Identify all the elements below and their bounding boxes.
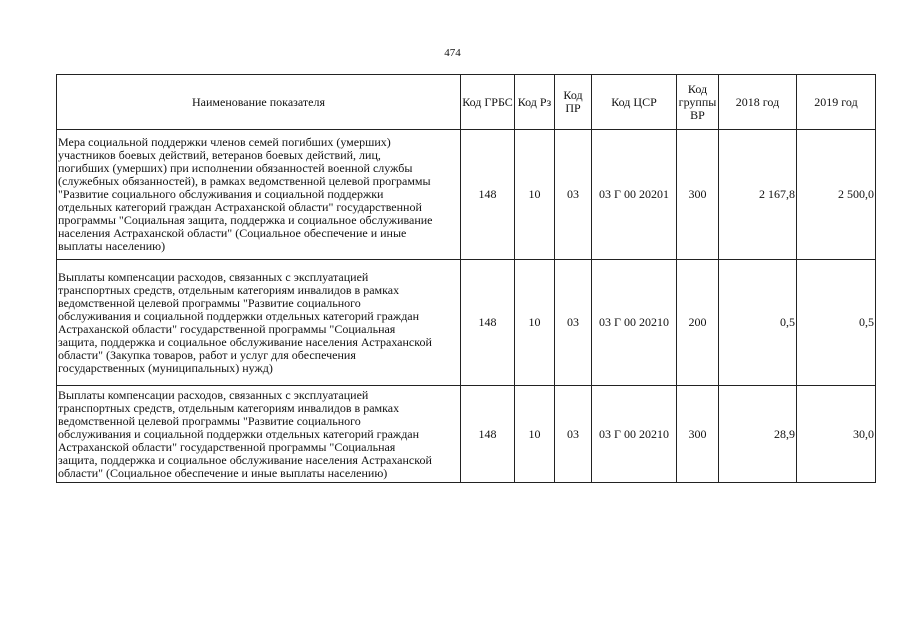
row-pr: 03 (555, 386, 592, 483)
row-csr: 03 Г 00 20201 (592, 130, 677, 260)
row-2018: 2 167,8 (719, 130, 797, 260)
table-header-row (57, 75, 876, 130)
row-2019: 2 500,0 (797, 130, 876, 260)
row-rz: 10 (515, 130, 555, 260)
header-grbs: Код ГРБС (461, 75, 515, 130)
row-name: Мера социальной поддержки членов семей погибших (умерших) участников боевых действий, ветеранов боевых действий, лиц, погибших (умерших) при исполнении обязанностей военной службы (служебных обязанностей), в рамках ведомственной целевой программы "Развитие социального обслуживания и социальной поддержки отдельных категорий граждан Астраханской области" государственной программы "Социальная защита, поддержка и социальное обслуживание населения Астраханской области" (Социальное обеспечение и иные выплаты населению) (57, 130, 461, 260)
table-row (57, 130, 876, 260)
row-pr: 03 (555, 130, 592, 260)
row-vr: 300 (677, 130, 719, 260)
row-vr: 300 (677, 386, 719, 483)
header-name: Наименование показателя (57, 75, 461, 130)
row-rz: 10 (515, 260, 555, 386)
header-csr: Код ЦСР (592, 75, 677, 130)
row-grbs: 148 (461, 130, 515, 260)
row-name: Выплаты компенсации расходов, связанных с эксплуатацией транспортных средств, отдельным категориям инвалидов в рамках ведомственной целевой программы "Развитие социального обслуживания и социальной поддержки отдельных категорий граждан Астраханской области" государственной программы "Социальная защита, поддержка и социальное обслуживание населения Астраханской области" (Социальное обеспечение и иные выплаты населению) (57, 386, 461, 483)
table-row (57, 260, 876, 386)
header-vr: Код группы ВР (677, 75, 719, 130)
budget-table (56, 74, 876, 483)
row-name: Выплаты компенсации расходов, связанных с эксплуатацией транспортных средств, отдельным категориям инвалидов в рамках ведомственной целевой программы "Развитие социального обслуживания и социальной поддержки отдельных категорий граждан Астраханской области" государственной программы "Социальная защита, поддержка и социальное обслуживание населения Астраханской области" (Закупка товаров, работ и услуг для обеспечения государственных (муниципальных) нужд) (57, 260, 461, 386)
table-row (57, 386, 876, 483)
row-2018: 28,9 (719, 386, 797, 483)
header-2018: 2018 год (719, 75, 797, 130)
row-rz: 10 (515, 386, 555, 483)
row-2018: 0,5 (719, 260, 797, 386)
header-pr: Код ПР (555, 75, 592, 130)
header-2019: 2019 год (797, 75, 876, 130)
page-number: 474 (444, 47, 461, 59)
row-pr: 03 (555, 260, 592, 386)
row-grbs: 148 (461, 260, 515, 386)
row-2019: 30,0 (797, 386, 876, 483)
row-grbs: 148 (461, 386, 515, 483)
row-vr: 200 (677, 260, 719, 386)
row-csr: 03 Г 00 20210 (592, 386, 677, 483)
row-csr: 03 Г 00 20210 (592, 260, 677, 386)
row-2019: 0,5 (797, 260, 876, 386)
header-rz: Код Рз (515, 75, 555, 130)
